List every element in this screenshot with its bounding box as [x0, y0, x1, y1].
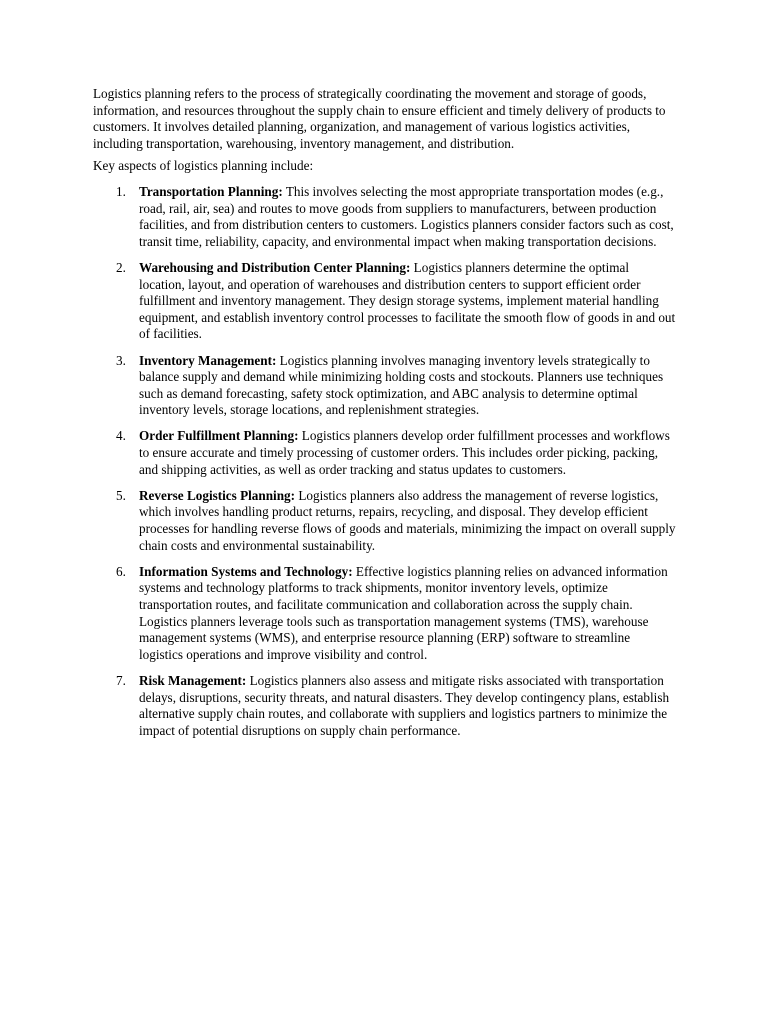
list-item-text: Effective logistics planning relies on advanced information systems and technology platforms to track shipments, monitor inventory levels, optimize transportation routes, and facilitate communication and collaboration across the supply chain. Logistics planners leverage tools such as transportation management systems (TMS), warehouse management systems (WMS), and enterprise resource planning (ERP) software to streamline logistics operations and improve visibility and control. — [139, 563, 668, 662]
list-item-text: This involves selecting the most appropriate transportation modes (e.g., road, rail, air, sea) and routes to move goods from suppliers to manufacturers, between production facilities, and from distribution centers to customers. Logistics planners consider factors such as cost, transit time, reliability, capacity, and environmental impact when making transportation decisions. — [139, 183, 674, 249]
list-item — [93, 428, 677, 478]
list-item-text: Logistics planners develop order fulfillment processes and workflows to ensure accurate and timely processing of customer orders. This includes order picking, packing, and shipping activities, as well as order tracking and status updates to customers. — [139, 428, 670, 477]
list-item — [93, 488, 677, 554]
list-item-text: Logistics planners also assess and mitigate risks associated with transportation delays, disruptions, security threats, and natural disasters. They develop contingency plans, establish alternative supply chain routes, and collaborate with suppliers and logistics partners to minimize the impact of potential disruptions on supply chain performance. — [139, 672, 670, 738]
list-item-number: 1. — [116, 183, 126, 199]
list-item-text: Logistics planning involves managing inventory levels strategically to balance supply and demand while minimizing holding costs and stockouts. Planners use techniques such as demand forecasting, safety stock optimization, and ABC analysis to determine optimal inventory levels, storage locations, and replenishment strategies. — [139, 352, 664, 418]
list-item — [93, 673, 677, 739]
list-item-title: Information Systems and Technology: — [139, 563, 353, 579]
list-item-number: 2. — [116, 259, 126, 275]
list-item-title: Inventory Management: — [139, 352, 277, 368]
list-item — [93, 260, 677, 343]
list-item-number: 5. — [116, 487, 126, 503]
list-item — [93, 184, 677, 250]
intro-paragraph: Logistics planning refers to the process of strategically coordinating the movement and storage of goods, information, and resources throughout the supply chain to ensure efficient and timely delivery of products to customers. It involves detailed planning, organization, and management of various logistics activities, including transportation, warehousing, inventory management, and distribution. — [93, 86, 666, 151]
list-item-number: 6. — [116, 563, 126, 579]
list-item-title: Reverse Logistics Planning: — [139, 487, 296, 503]
list-item-title: Risk Management: — [139, 672, 247, 688]
list-item-number: 7. — [116, 672, 126, 688]
aspects-list — [93, 184, 677, 739]
list-item-title: Order Fulfillment Planning: — [139, 428, 299, 444]
list-item-title: Warehousing and Distribution Center Planning: — [139, 259, 411, 275]
list-item-text: Logistics planners determine the optimal location, layout, and operation of warehouses and distribution centers to support efficient order fulfillment and inventory management. They design storage systems, implement material handling equipment, and establish inventory control processes to facilitate the smooth flow of goods in and out of facilities. — [139, 259, 676, 342]
list-item-number: 3. — [116, 352, 126, 368]
document-page — [93, 86, 677, 749]
list-item — [93, 353, 677, 419]
list-item-title: Transportation Planning: — [139, 183, 283, 199]
list-item-text: Logistics planners also address the management of reverse logistics, which involves handling product returns, repairs, recycling, and disposal. They develop efficient processes for handling reverse flows of goods and materials, minimizing the impact on overall supply chain costs and environmental sustainability. — [139, 487, 676, 553]
list-item-number: 4. — [116, 428, 126, 444]
lead-in-paragraph: Key aspects of logistics planning include: — [93, 158, 314, 174]
list-item — [93, 564, 677, 664]
